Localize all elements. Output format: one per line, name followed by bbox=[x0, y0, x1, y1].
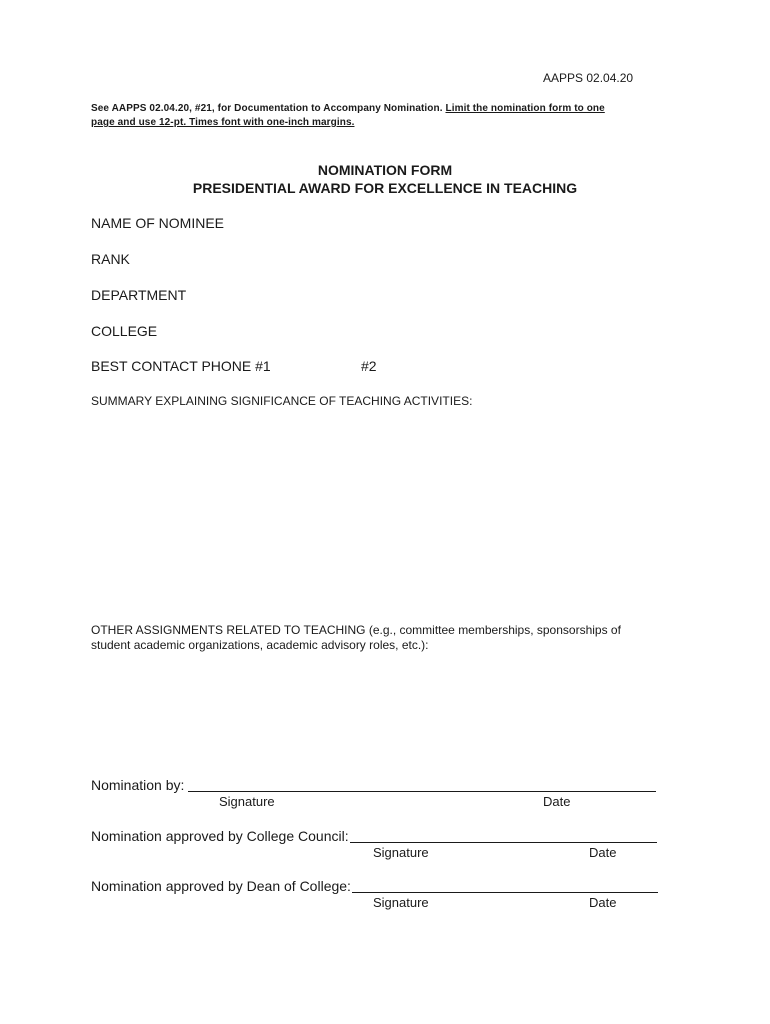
instruction-underlined-text: Limit the nomination form to one bbox=[445, 103, 605, 114]
phone-1-label: BEST CONTACT PHONE #1 bbox=[91, 358, 271, 374]
form-title: NOMINATION FORM bbox=[317, 162, 453, 178]
nomination-by-date-caption: Date bbox=[543, 794, 571, 809]
instruction-line-1 bbox=[91, 103, 605, 114]
nomination-by-signature-line[interactable] bbox=[188, 791, 656, 792]
council-signature-caption: Signature bbox=[373, 845, 429, 860]
instruction-line-2: page and use 12-pt. Times font with one-inch margins. bbox=[91, 117, 355, 128]
instruction-text: See AAPPS 02.04.20, #21, for Documentation to Accompany Nomination. bbox=[91, 103, 446, 114]
department-label: DEPARTMENT bbox=[91, 287, 187, 303]
council-signature-line[interactable] bbox=[350, 842, 657, 843]
document-reference: AAPPS 02.04.20 bbox=[543, 71, 634, 85]
rank-label: RANK bbox=[91, 251, 130, 267]
nominee-name-label: NAME OF NOMINEE bbox=[91, 215, 225, 231]
phone-2-label: #2 bbox=[361, 358, 377, 374]
dean-date-caption: Date bbox=[589, 895, 617, 910]
dean-signature-line[interactable] bbox=[352, 892, 658, 893]
nomination-by-signature-caption: Signature bbox=[219, 794, 275, 809]
summary-section-label: SUMMARY EXPLAINING SIGNIFICANCE OF TEACHING ACTIVITIES: bbox=[91, 394, 473, 408]
other-assignments-label-line-1: OTHER ASSIGNMENTS RELATED TO TEACHING (e.g., committee memberships, sponsorships of bbox=[91, 623, 621, 637]
dean-approval-label: Nomination approved by Dean of College: bbox=[91, 878, 351, 894]
nomination-by-label: Nomination by: bbox=[91, 777, 185, 793]
council-date-caption: Date bbox=[589, 845, 617, 860]
other-assignments-label-line-2: student academic organizations, academic advisory roles, etc.): bbox=[91, 638, 429, 652]
council-approval-label: Nomination approved by College Council: bbox=[91, 828, 349, 844]
dean-signature-caption: Signature bbox=[373, 895, 429, 910]
college-label: COLLEGE bbox=[91, 323, 158, 339]
award-title: PRESIDENTIAL AWARD FOR EXCELLENCE IN TEACHING bbox=[192, 180, 578, 196]
